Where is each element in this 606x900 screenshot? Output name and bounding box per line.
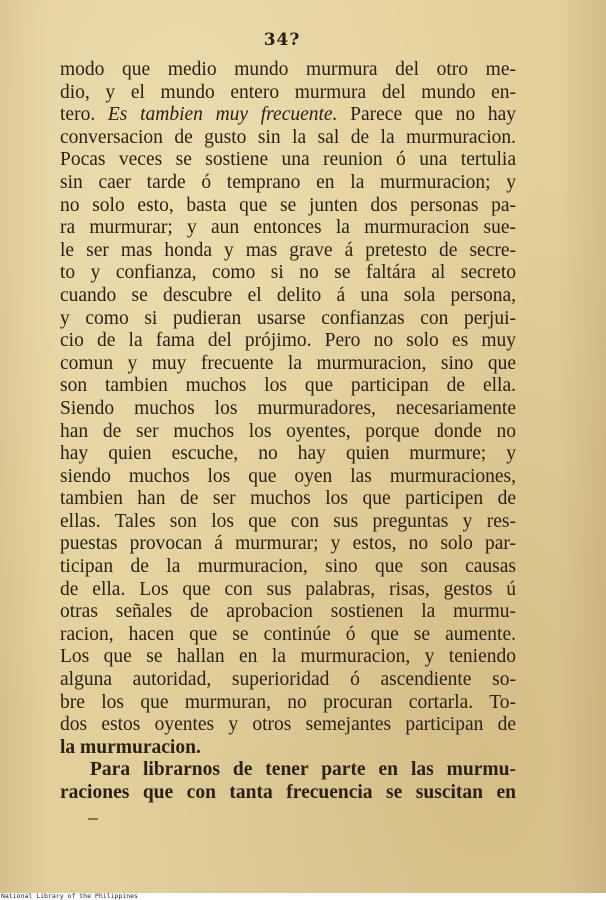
- text-line: tero. Es tambien muy frecuente. Parece que no hay: [60, 104, 516, 126]
- text-line: modo que medio mundo murmura del otro me-: [60, 59, 516, 80]
- text-line: raciones que con tanta frecuencia se suscitan en: [60, 782, 516, 803]
- text-line-paragraph-end: la murmuracion.: [60, 736, 201, 758]
- text-line: hay quien escuche, no hay quien murmure; y: [60, 443, 516, 465]
- library-attribution: National Library of the Philippines: [1, 892, 138, 900]
- text-line: sin caer tarde ó temprano en la murmuracion; y: [60, 171, 516, 193]
- text-line: conversacion de gusto sin la sal de la murmuracion.: [60, 126, 516, 148]
- ink-mark: [88, 818, 98, 820]
- text-line-paragraph-start: Para librarnos de tener parte en las murmu-: [90, 759, 516, 781]
- text-line: cuando se descubre el delito á una sola persona,: [60, 284, 516, 306]
- text-line: otras señales de aprobacion sostienen la murmu-: [60, 601, 516, 623]
- text-line: no solo esto, basta que se junten dos personas pa-: [60, 194, 516, 216]
- emphasized-phrase: Es tambien muy frecuente.: [107, 104, 338, 126]
- text-line: bre los que murmuran, no procuran cortarla. To-: [60, 691, 516, 713]
- text-line: de ella. Los que con sus palabras, risas, gestos ú: [60, 578, 516, 600]
- text-line: son tambien muchos los que participan de ella.: [60, 375, 516, 397]
- text-line: Siendo muchos los murmuradores, necesariamente: [60, 397, 516, 419]
- text-line: ticipan de la murmuracion, sino que son causas: [60, 556, 516, 578]
- text-line: Pocas veces se sostiene una reunion ó una tertulia: [60, 149, 516, 171]
- text-line: to y confianza, como si no se faltára al secreto: [60, 262, 516, 284]
- text-line: y como si pudieran usarse confianzas con perjui-: [60, 307, 516, 329]
- text-line: puestas provocan á murmurar; y estos, no solo par-: [60, 533, 516, 555]
- text-line: dio, y el mundo entero murmura del mundo en-: [60, 81, 516, 103]
- text-line: cio de la fama del prójimo. Pero no solo es muy: [60, 330, 516, 352]
- text-line: ra murmurar; y aun entonces la murmuracion sue-: [60, 217, 516, 239]
- text-line: tambien han de ser muchos los que participen de: [60, 488, 516, 510]
- text-line: comun y muy frecuente la murmuracion, sino que: [60, 352, 516, 374]
- page-number: 34?: [263, 30, 301, 50]
- text-line: le ser mas honda y mas grave á pretesto de secre-: [60, 239, 516, 261]
- text-line: Los que se hallan en la murmuracion, y teniendo: [60, 646, 516, 668]
- text-line: alguna autoridad, superioridad ó ascendiente so-: [60, 669, 516, 691]
- text-line: dos estos oyentes y otros semejantes participan de: [60, 714, 516, 736]
- text-line: siendo muchos los que oyen las murmuraciones,: [60, 465, 516, 487]
- text-line: ellas. Tales son los que con sus preguntas y res-: [60, 510, 516, 532]
- page-body-text: [60, 59, 516, 805]
- text-line: racion, hacen que se continúe ó que se aumente.: [60, 623, 516, 645]
- text-line: han de ser muchos los oyentes, porque donde no: [60, 420, 516, 442]
- footer-bar: [0, 893, 606, 900]
